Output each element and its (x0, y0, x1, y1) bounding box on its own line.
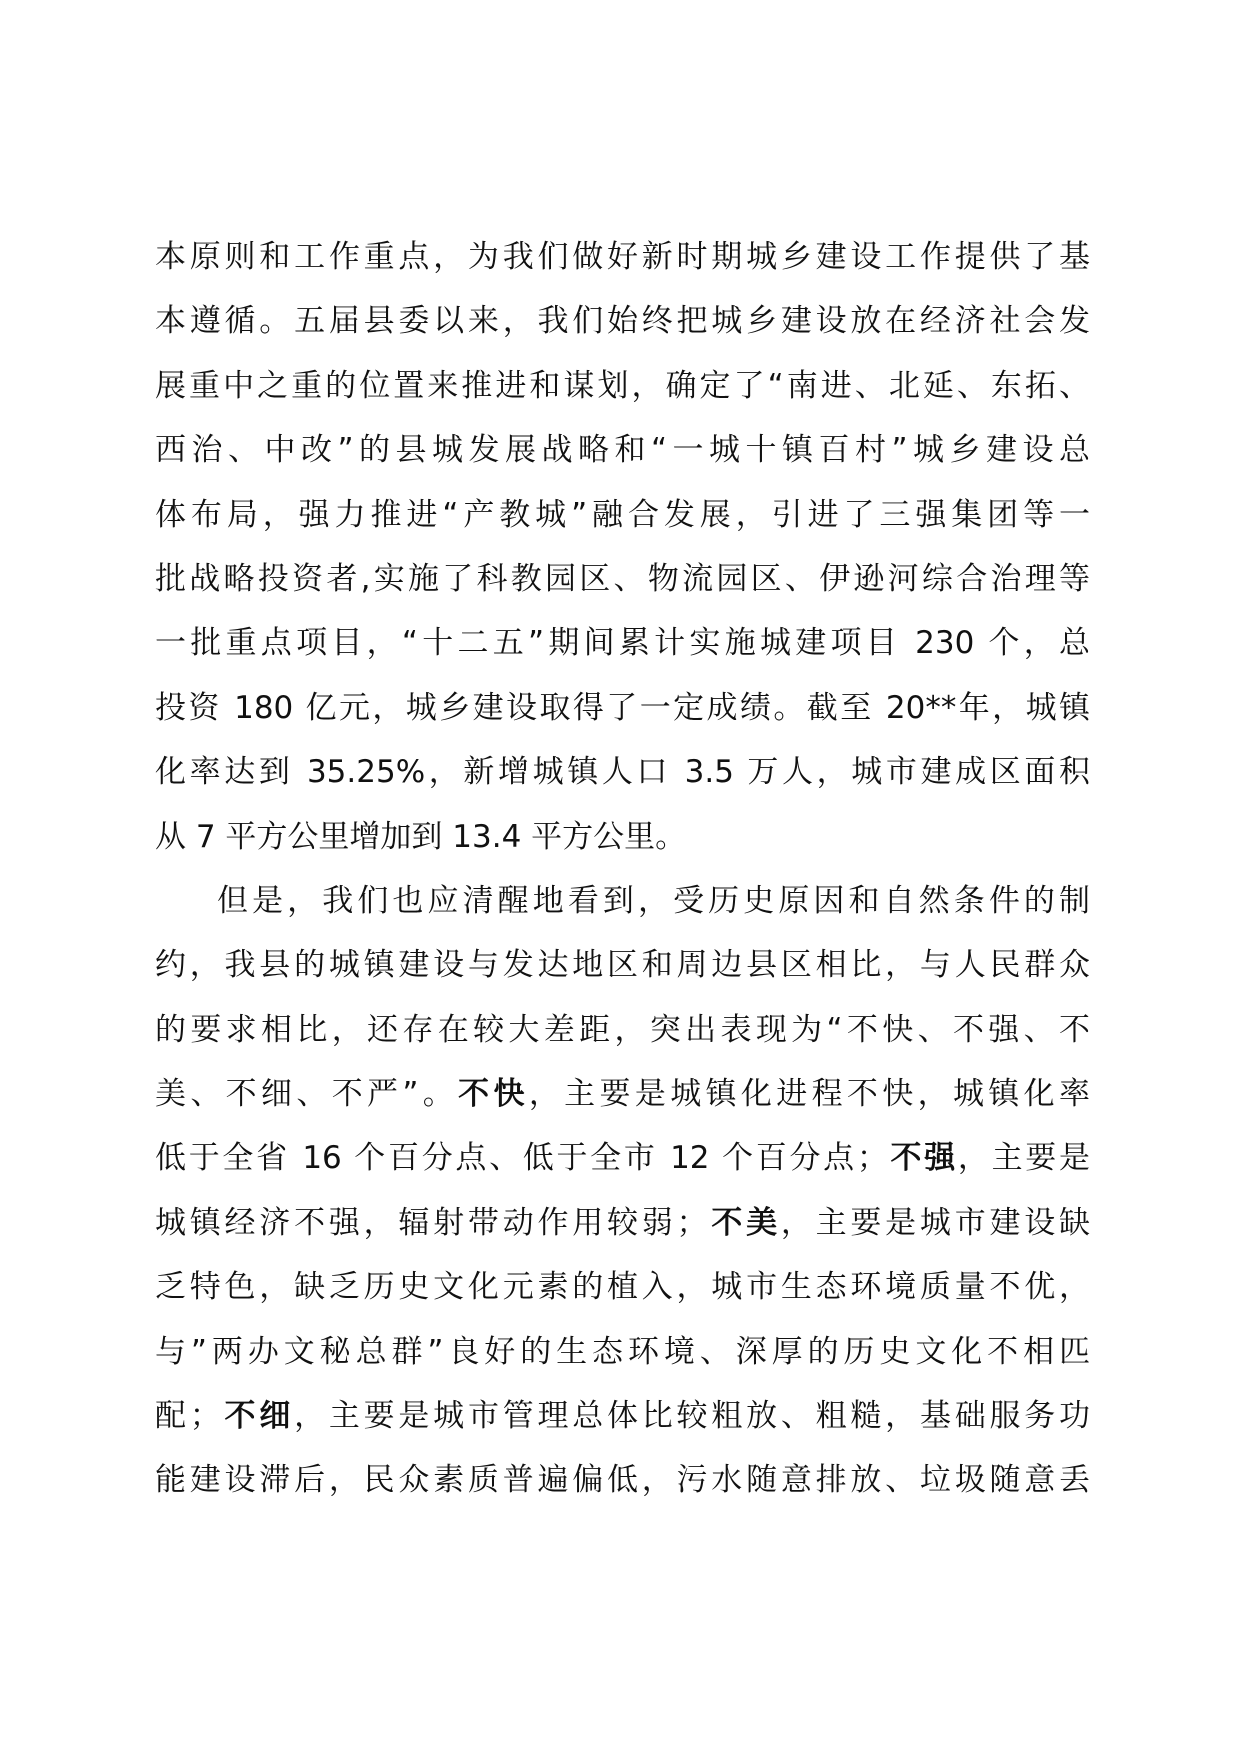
text-run: ，主要是城镇化进程不快，城镇化率 (528, 1076, 1090, 1113)
paragraph-line: 化率达到 35.25%，新增城镇人口 3.5 万人，城市建成区面积 (155, 754, 1090, 791)
paragraph-1 (155, 225, 1090, 869)
text-run: ，主要是城市建设缺 (780, 1204, 1091, 1241)
bold-keyword: 不快 (458, 1076, 529, 1113)
paragraph-line: 与”两办文秘总群”良好的生态环境、深厚的历史文化不相匹 (155, 1333, 1090, 1370)
paragraph-line: 的要求相比，还存在较大差距，突出表现为“不快、不强、不 (155, 1011, 1090, 1048)
text-run: 城镇经济不强，辐射带动作用较弱； (155, 1204, 708, 1241)
text-run: 低于全省 16 个百分点、低于全市 12 个百分点； (155, 1140, 888, 1177)
document-page (155, 225, 1090, 1513)
text-run: ，主要是 (957, 1140, 1090, 1177)
paragraph-line: 批战略投资者,实施了科教园区、物流园区、伊逊河综合治理等 (155, 560, 1090, 597)
text-run: 美、不细、不严”。 (155, 1076, 459, 1113)
text-run: 配； (155, 1398, 221, 1435)
paragraph-line (155, 1384, 1090, 1448)
bold-keyword: 不美 (707, 1204, 781, 1241)
paragraph-line: 本原则和工作重点，为我们做好新时期城乡建设工作提供了基 (155, 239, 1090, 275)
paragraph-line: 一批重点项目，“十二五”期间累计实施城建项目 230 个，总 (155, 625, 1090, 662)
paragraph-line: 乏特色，缺乏历史文化元素的植入，城市生态环境质量不优， (155, 1269, 1090, 1306)
paragraph-line (155, 1191, 1090, 1255)
paragraph-line: 本遵循。五届县委以来，我们始终把城乡建设放在经济社会发 (155, 303, 1090, 340)
paragraph-line: 但是，我们也应清醒地看到，受历史原因和自然条件的制 (217, 882, 1090, 919)
text-run: ，主要是城市管理总体比较粗放、粗糙，基础服务功 (294, 1398, 1091, 1435)
paragraph-line: 体布局，强力推进“产教城”融合发展，引进了三强集团等一 (155, 496, 1090, 533)
paragraph-line (155, 1062, 1090, 1126)
paragraph-line: 从 7 平方公里增加到 13.4 平方公里。 (155, 818, 687, 855)
paragraph-line: 约，我县的城镇建设与发达地区和周边县区相比，与人民群众 (155, 947, 1090, 984)
paragraph-line: 展重中之重的位置来推进和谋划，确定了“南进、北延、东拓、 (155, 367, 1090, 404)
bold-keyword: 不细 (220, 1398, 295, 1435)
bold-keyword: 不强 (887, 1140, 958, 1177)
paragraph-line: 西治、中改”的县城发展战略和“一城十镇百村”城乡建设总 (155, 432, 1090, 469)
paragraph-line (155, 1126, 1090, 1190)
paragraph-2 (155, 869, 1090, 1513)
paragraph-line: 能建设滞后，民众素质普遍偏低，污水随意排放、垃圾随意丢 (155, 1462, 1090, 1499)
paragraph-line: 投资 180 亿元，城乡建设取得了一定成绩。截至 20**年，城镇 (155, 689, 1090, 726)
